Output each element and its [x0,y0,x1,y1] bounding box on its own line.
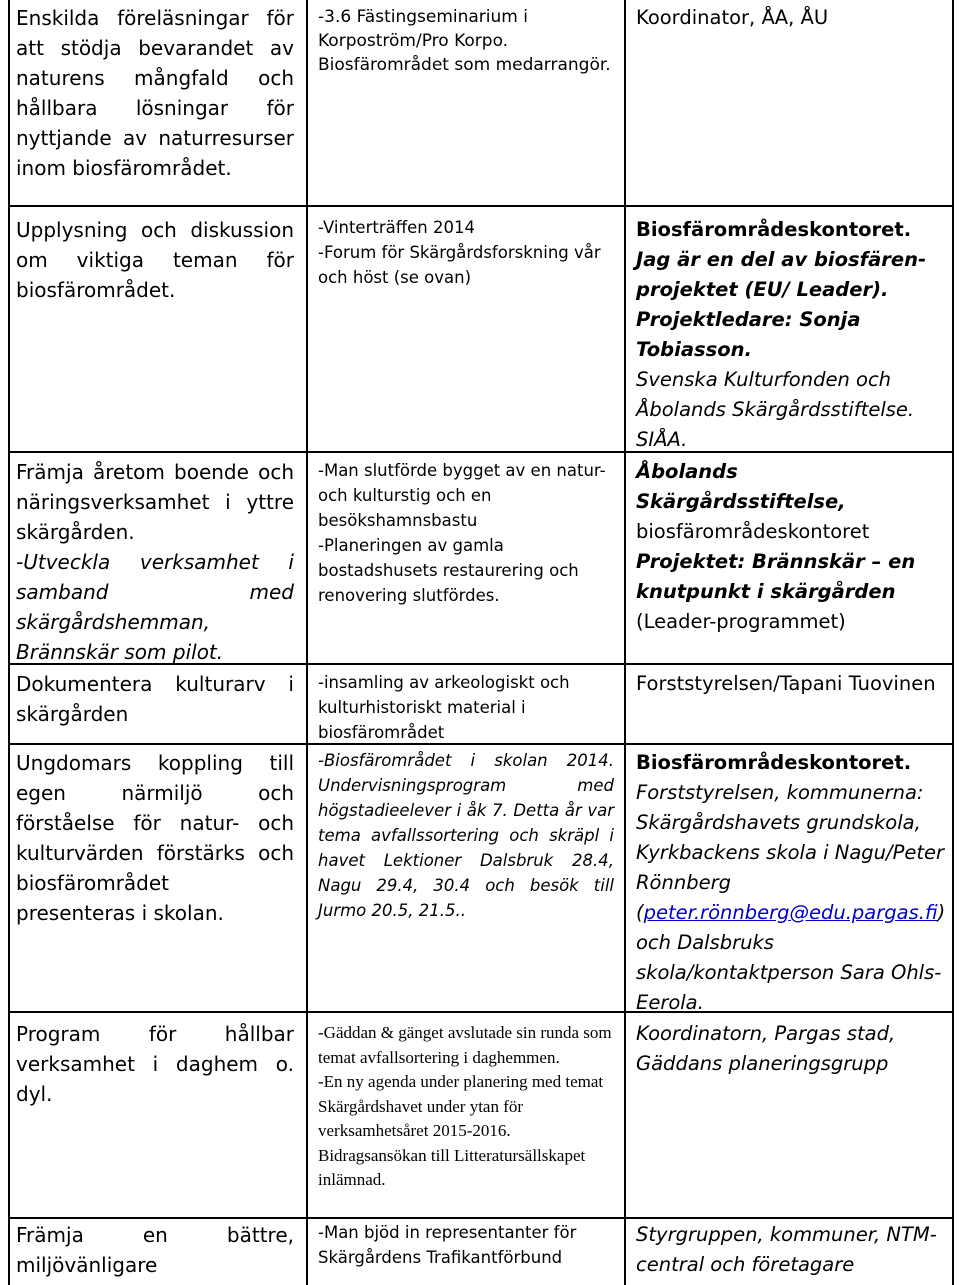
table-row-5-activity [16,748,294,928]
responsible-text: Koordinator, ÅA, ÅU [636,6,829,29]
table-row-5-result [318,748,614,923]
table-row-3-result [318,458,614,608]
table-row-6-activity [16,1019,294,1109]
result-text: -Man slutförde bygget av en natur- och kulturstig och en besökshamnsbastu [318,461,606,530]
result-text: -insamling av arkeologiskt och kulturhistoriskt material i biosfärområdet [318,673,570,742]
row-divider [8,205,954,207]
email-link[interactable]: peter.rönnberg@edu.pargas.fi [643,901,938,924]
activity-text: Program för hållbar verksamhet i daghem o. dyl. [16,1022,294,1106]
table-column-divider-2 [624,0,626,1285]
table-row-2-result [318,215,614,290]
partners-text: Forststyrelsen, kommunerna: Skärgårdshavets grundskola, Kyrkbackens skola i Nagu/Peter Rönnberg ( [636,781,944,924]
table-row-3-activity [16,457,294,667]
table-row-4-activity [16,669,294,729]
table-row-6-responsible [636,1019,952,1079]
result-text: -3.6 Fästingseminarium i Korpoström/Pro Korpo. Biosfärområdet som medarrangör. [318,7,611,75]
program-name: (Leader-programmet) [636,610,846,633]
responsible-org: Biosfärområdeskontoret. [636,751,912,774]
activity-text: Upplysning och diskussion om viktiga teman för biosfärområdet. [16,218,294,302]
activity-subtext: -Utveckla verksamhet i samband med skärgårdshemman, Brännskär som pilot. [16,550,294,664]
responsible-org: Biosfärområdeskontoret. [636,218,912,241]
responsible-org: biosfärområdeskontoret [636,520,870,543]
table-border-right [952,0,954,1285]
partners-text-cont: ) och Dalsbruks skola/kontaktperson Sara Ohls-Eerola. [636,901,946,1014]
table-row-2-activity [16,215,294,305]
result-text: -Gäddan & gänget avslutade sin runda som temat avfallsortering i daghemmen. [318,1023,612,1067]
table-row-7-activity [16,1220,294,1280]
table-row-4-responsible [636,669,952,699]
funders-text: Svenska Kulturfonden och Åbolands Skärgårdsstiftelse. SIÅA. [636,368,915,451]
responsible-text: Styrgruppen, kommuner, NTM-central och företagare [636,1223,937,1276]
table-row-7-responsible [636,1220,952,1280]
activity-text: Enskilda föreläsningar för att stödja bevarandet av naturens mångfald och hållbara lösningar för nyttjande av naturresurser inom biosfärområdet. [16,6,294,180]
project-name: Projektet: Brännskär – en knutpunkt i skärgården [636,550,916,603]
result-text: -Planeringen av gamla bostadshusets restaurering och renovering slutfördes. [318,536,579,605]
activity-text: Främja åretom boende och näringsverksamhet i yttre skärgården. [16,460,294,544]
activity-text: Ungdomars koppling till egen närmiljö och förståelse för natur- och kulturvärden förstärks och biosfärområdet presenteras i skolan. [16,751,294,925]
table-border-left [8,0,10,1285]
table-row-1-activity [16,3,294,183]
result-text: -Vinterträffen 2014 [318,218,475,237]
table-row-4-result [318,670,614,745]
project-note: Jag är en del av biosfären-projektet (EU/ Leader). Projektledare: Sonja Tobiasson. [636,248,927,361]
responsible-text: Forststyrelsen/Tapani Tuovinen [636,672,936,695]
table-row-5-responsible [636,748,952,1018]
table-row-6-result [318,1021,614,1193]
table-row-2-responsible [636,215,952,455]
table-column-divider-1 [306,0,308,1285]
row-divider [8,1217,954,1219]
responsible-org: Åbolands Skärgårdsstiftelse, [636,460,846,513]
activity-text: Främja en bättre, miljövänligare [16,1223,294,1277]
result-text: -En ny agenda under planering med temat Skärgårdshavet under ytan för verksamhetsåret 2015-2016. Bidragsansökan till Litteratursällskapet inlämnad. [318,1072,604,1189]
table-row-7-result [318,1220,614,1270]
table-row-3-responsible [636,457,952,637]
table-row-1-result [318,5,614,77]
result-text: -Forum för Skärgårdsforskning vår och höst (se ovan) [318,243,601,287]
activity-text: Dokumentera kulturarv i skärgården [16,672,294,726]
responsible-text: Koordinatorn, Pargas stad, Gäddans planeringsgrupp [636,1022,896,1075]
table-row-1-responsible [636,3,952,33]
result-text: -Biosfärområdet i skolan 2014. Undervisningsprogram med högstadieelever i åk 7. Detta år var tema avfallssortering och skräpl i havet Lektioner Dalsbruk 28.4, Nagu 29.4, 30.4 och besök till Jurmo 20.5, 21.5.. [318,751,614,920]
result-text: -Man bjöd in representanter för Skärgårdens Trafikantförbund [318,1223,577,1267]
